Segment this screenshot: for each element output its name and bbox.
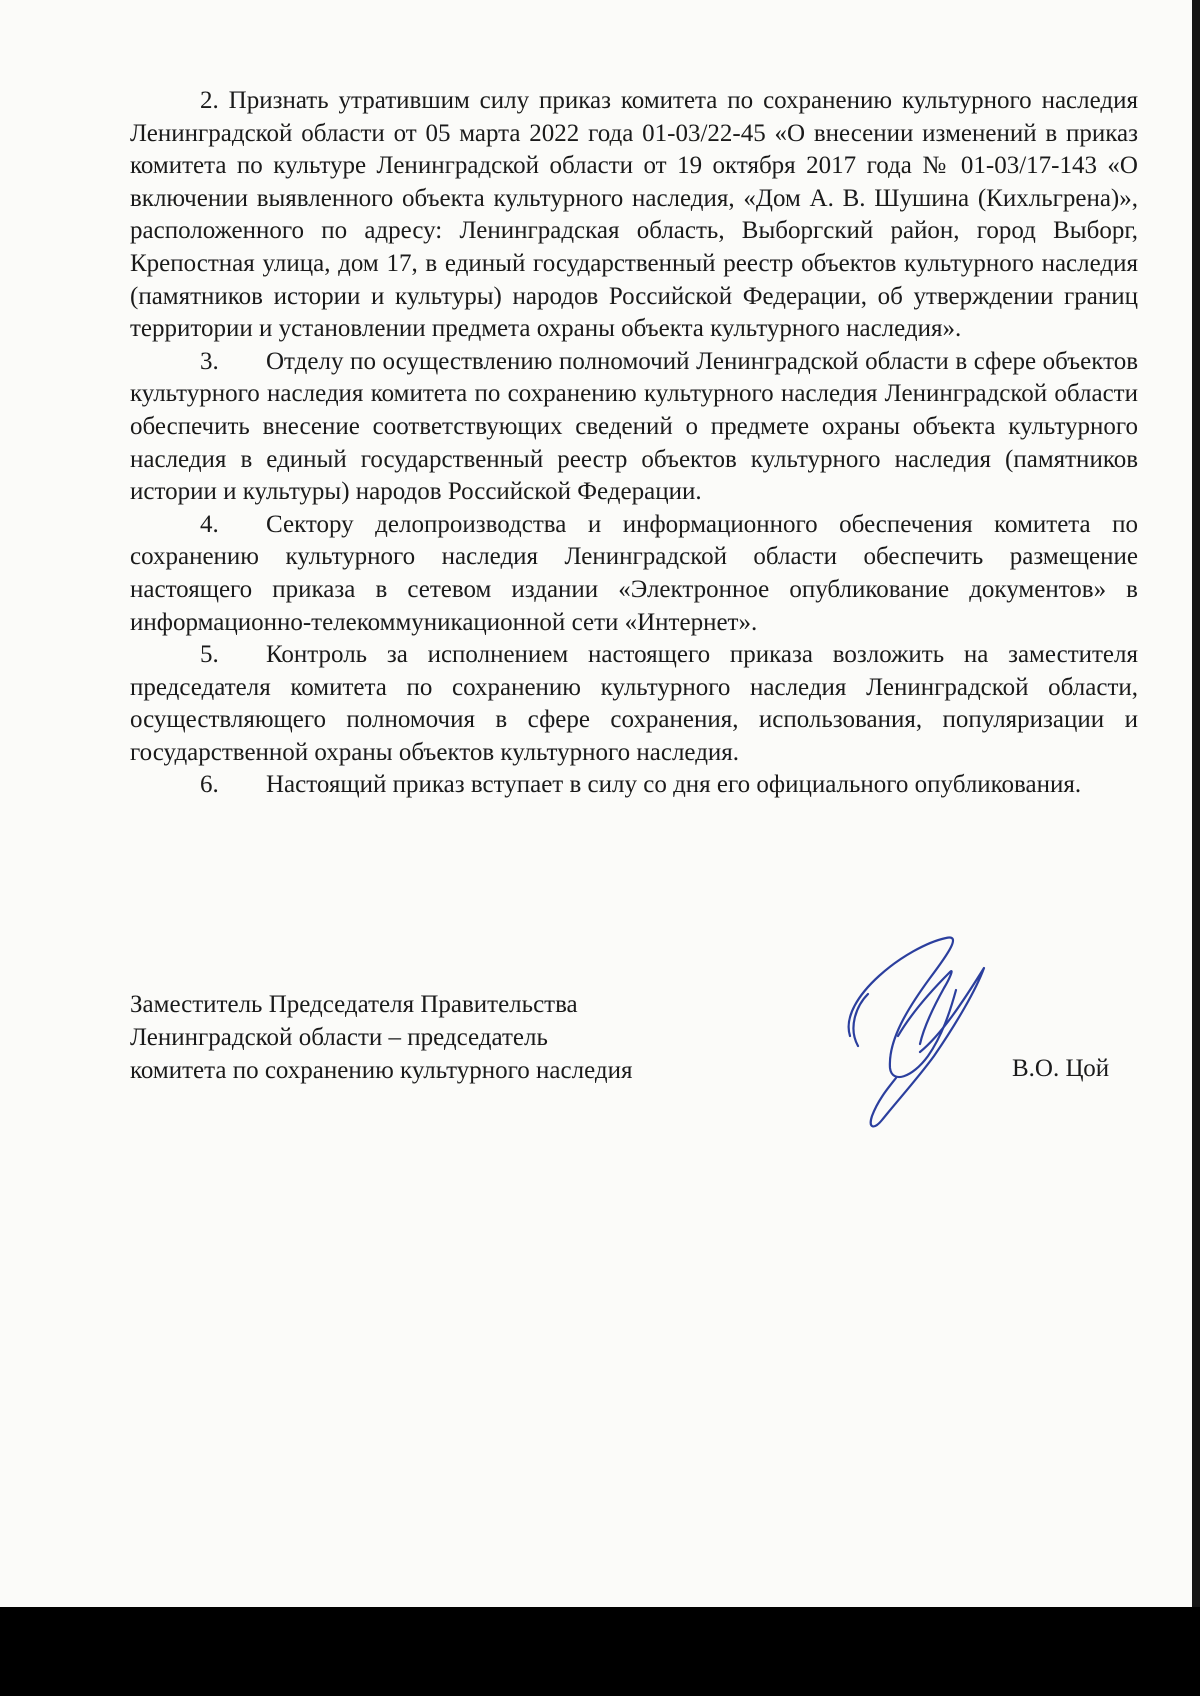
paragraph-text: Настоящий приказ вступает в силу со дня его официального опубликования. [266, 771, 1082, 799]
paragraph-number: 6. [200, 771, 219, 799]
paragraph-text: Сектору делопроизводства и информационного обеспечения комитета по сохранению культурного наследия Ленинградской области обеспечить размещение настоящего приказа в сетевом издании «Электронное опубликование документов» в информационно-телекоммуникационной сети «Интернет». [130, 510, 1138, 636]
signatory-position-line: Заместитель Председателя Правительства [130, 991, 578, 1018]
signatory-position-line: Ленинградской области – председатель [130, 1024, 548, 1051]
paragraph-item-3 [130, 346, 1138, 509]
signatory-position-line: комитета по сохранению культурного наследия [130, 1057, 633, 1084]
document-body [130, 85, 1138, 802]
paragraph-item-4 [130, 509, 1138, 639]
paragraph-item-5 [130, 639, 1138, 769]
paragraph-item-6 [130, 769, 1138, 802]
paragraph-item-2 [130, 85, 1138, 346]
signatory-name: В.О. Цой [1012, 1055, 1110, 1082]
paragraph-number: 5. [200, 641, 219, 669]
handwritten-signature [838, 928, 998, 1138]
paragraph-text: Контроль за исполнением настоящего приказа возложить на заместителя председателя комитета по сохранению культурного наследия Ленинградской области, осуществляющего полномочия в сфере сохранения, использования, популяризации и государственной охраны объектов культурного наследия. [130, 641, 1138, 766]
signature-strokes [849, 937, 984, 1126]
signatory-position [130, 988, 632, 1087]
paragraph-number: 4. [200, 510, 219, 538]
paragraph-number: 3. [200, 347, 219, 375]
paragraph-text: Отделу по осуществлению полномочий Ленинградской области в сфере объектов культурного наследия комитета по сохранению культурного наследия Ленинградской области обеспечить внесение соответствующих сведений о предмете охраны объекта культурного наследия в единый государственный реестр объектов культурного наследия (памятников истории и культуры) народов Российской Федерации. [130, 347, 1138, 506]
paragraph-text: 2. Признать утратившим силу приказ комитета по сохранению культурного наследия Ленинградской области от 05 марта 2022 года 01-03/22-45 «О внесении изменений в приказ комитета по культуре Ленинградской области от 19 октября 2017 года № 01-03/17-143 «О включении выявленного объекта культурного наследия, «Дом А. В. Шушина (Кихльгрена)», расположенного по адресу: Ленинградская область, Выборгский район, город Выборг, Крепостная улица, дом 17, в единый государственный реестр объектов культурного наследия (памятников истории и культуры) народов Российской Федерации, об утверждении границ территории и установлении предмета охраны объекта культурного наследия». [130, 87, 1138, 343]
scan-edge [1192, 0, 1200, 1607]
scan-border [0, 1607, 1200, 1696]
